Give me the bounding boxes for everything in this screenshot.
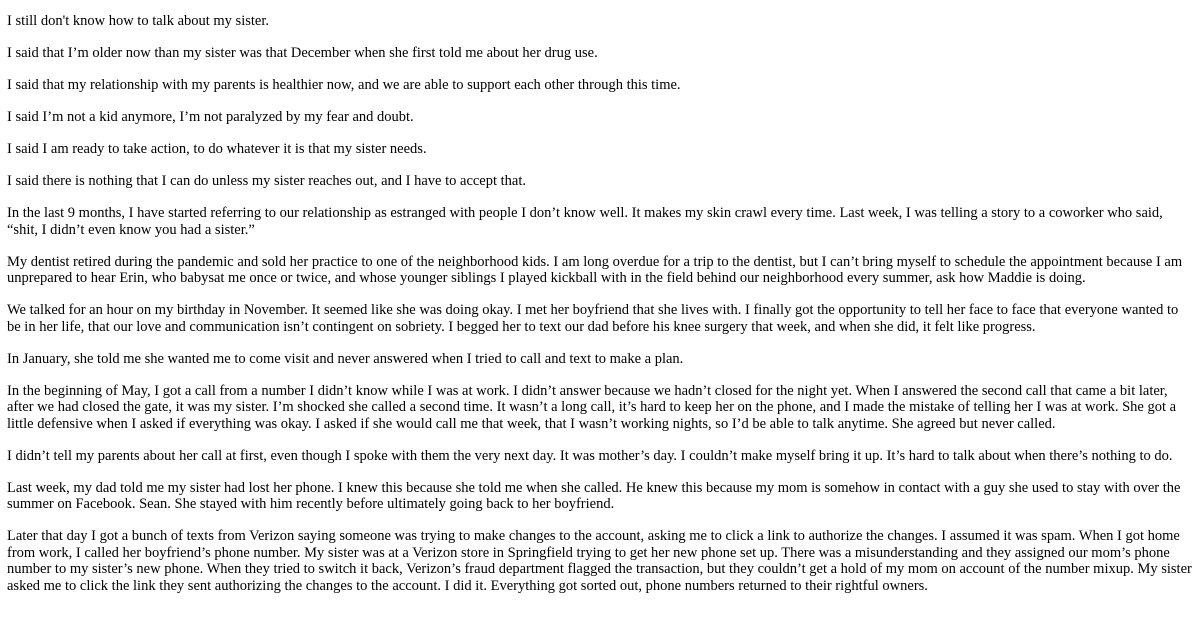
paragraph: I didn’t tell my parents about her call at first, even though I spoke with them the very next day. It was mother’s day. I couldn’t make myself bring it up. It’s hard to talk about when there’s nothing to do. <box>7 447 1173 464</box>
paragraph: I said I’m not a kid anymore, I’m not paralyzed by my fear and doubt. <box>7 109 414 125</box>
paragraph: I said I am ready to take action, to do whatever it is that my sister needs. <box>7 141 427 157</box>
paragraph: Later that day I got a bunch of texts from Verizon saying someone was trying to make changes to the account, asking me to click a link to authorize the changes. I assumed it was spam. When I got home from work, I called her boyfriend’s phone number. My sister was at a Verizon store in Springfield trying to get her new phone set up. There was a misunderstanding and they assigned our mom’s phone number to my sister’s new phone. When they tried to switch it back, Verizon’s fraud department flagged the transaction, but they couldn’t get a hold of my mom on account of the number mixup. My sister asked me to click the link they sent authorizing the changes to the account. I did it. Everything got sorted out, phone numbers returned to their rightful owners. <box>7 528 1192 594</box>
paragraph: I said that my relationship with my parents is healthier now, and we are able to support each other through this time. <box>7 77 681 93</box>
paragraph: In the beginning of May, I got a call from a number I didn’t know while I was at work. I didn’t answer because we hadn’t closed for the night yet. When I answered the second call that came a bit later, after we had closed the gate, it was my sister. I’m shocked she called a second time. It wasn’t a long call, it’s hard to keep her on the phone, and I made the mistake of telling her I was at work. She got a little defensive when I asked if everything was okay. I asked if she would call me that week, that I wasn’t working nights, so I’d be able to talk anytime. She agreed but never called. <box>7 382 1177 432</box>
paragraph: I said that I’m older now than my sister was that December when she first told me about her drug use. <box>7 45 598 61</box>
paragraph: In January, she told me she wanted me to come visit and never answered when I tried to call and text to make a plan. <box>7 350 684 367</box>
paragraph: I said there is nothing that I can do unless my sister reaches out, and I have to accept that. <box>7 173 527 189</box>
paragraph: In the last 9 months, I have started referring to our relationship as estranged with people I don’t know well. It makes my skin crawl every time. Last week, I was telling a story to a coworker who said, “shit, I didn’t even know you had a sister.” <box>7 205 1163 238</box>
paragraph: We talked for an hour on my birthday in November. It seemed like she was doing okay. I met her boyfriend that she lives with. I finally got the opportunity to tell her face to face that everyone wanted to be in her life, that our love and communication isn’t contingent on sobriety. I begged her to text our dad before his knee surgery that week, and when she did, it felt like progress. <box>7 302 1179 335</box>
paragraph: Last week, my dad told me my sister had lost her phone. I knew this because she told me when she called. He knew this because my mom is somehow in contact with a guy she used to stay with over the summer on Facebook. Sean. She stayed with him recently before ultimately going back to her boyfriend. <box>7 479 1181 512</box>
paragraph: I still don't know how to talk about my sister. <box>7 13 269 29</box>
paragraph: My dentist retired during the pandemic and sold her practice to one of the neighborhood kids. I am long overdue for a trip to the dentist, but I can’t bring myself to schedule the appointment because I am unprepared to hear Erin, who babysat me once or twice, and whose younger siblings I played kickball with in the field behind our neighborhood every summer, ask how Maddie is doing. <box>7 253 1183 286</box>
